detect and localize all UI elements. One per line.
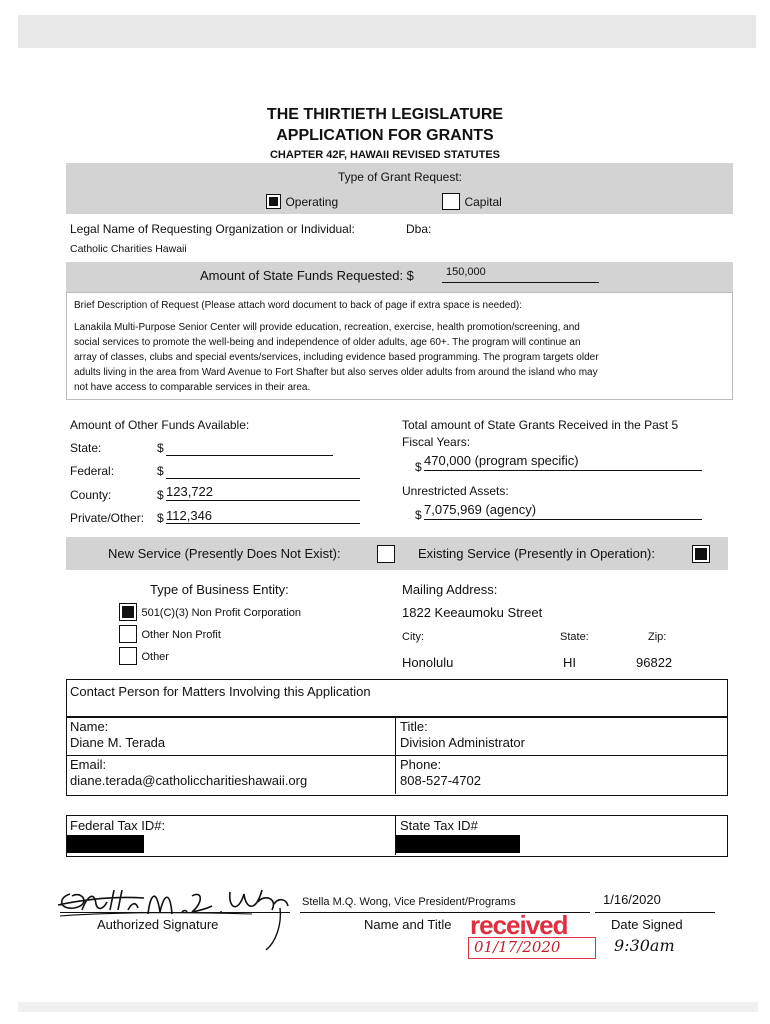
- description-line: social services to promote the well-being and independence of older adults, age 60+. The program will continue an: [74, 337, 581, 348]
- state-tax-id-redacted: [396, 835, 520, 853]
- date-line: [595, 912, 715, 913]
- description-line: adults living in the area from Ward Avenue to Fort Shafter but also serves older adults from around the island who may: [74, 367, 598, 378]
- contact-name: Diane M. Terada: [70, 735, 166, 750]
- amount-requested-label: Amount of State Funds Requested: $: [200, 268, 414, 283]
- city-label: City:: [402, 631, 424, 643]
- contact-phone: 808-527-4702: [400, 773, 481, 788]
- contact-title: Division Administrator: [400, 735, 525, 750]
- business-entity-label: Type of Business Entity:: [150, 582, 289, 597]
- zip-label: Zip:: [648, 631, 667, 643]
- state-label: State:: [560, 631, 589, 643]
- contact-email: diane.terada@catholiccharitieshawaii.org: [70, 773, 308, 788]
- federal-tax-id-label: Federal Tax ID#:: [70, 818, 166, 833]
- federal-tax-id-redacted: [67, 835, 144, 853]
- federal-dollar: $: [157, 464, 164, 478]
- entity-option-other-nonprofit[interactable]: [119, 625, 221, 643]
- description-line: Lanakila Multi-Purpose Senior Center will provide education, recreation, exercise, health promotion/screening, and: [74, 322, 580, 333]
- legal-name-value: Catholic Charities Hawaii: [70, 243, 187, 255]
- county-funds-field: [166, 483, 360, 501]
- entity-other-label: Other: [141, 651, 169, 664]
- authorized-signature-label: Authorized Signature: [97, 917, 219, 932]
- entity-option-501c3[interactable]: [119, 603, 301, 621]
- date-signed-value: 1/16/2020: [603, 892, 661, 907]
- new-service-checkbox[interactable]: [377, 545, 395, 563]
- description-label: Brief Description of Request (Please attach word document to back of page if extra space is needed):: [74, 300, 523, 311]
- received-time: 9:30am: [614, 936, 675, 955]
- contact-phone-label: Phone:: [400, 757, 442, 772]
- unrestricted-assets-field: [424, 501, 702, 520]
- private-funds-label: Private/Other:: [70, 511, 145, 525]
- document-subtitle: CHAPTER 42F, HAWAII REVISED STATUTES: [269, 149, 500, 161]
- mailing-address-label: Mailing Address:: [402, 582, 498, 597]
- document-title-line1: THE THIRTIETH LEGISLATURE: [266, 106, 504, 123]
- capital-checkbox[interactable]: [442, 193, 460, 210]
- received-date: 01/17/2020: [474, 938, 561, 956]
- federal-funds-field: [166, 464, 360, 479]
- other-funds-label: Amount of Other Funds Available:: [70, 418, 250, 432]
- operating-label: Operating: [285, 195, 339, 209]
- amount-requested-field: [442, 266, 599, 283]
- received-stamp: received: [470, 910, 568, 940]
- entity-501c3-checkbox[interactable]: [119, 603, 137, 621]
- signature-line: [60, 912, 290, 913]
- private-funds-field: [166, 507, 360, 524]
- scan-top-margin: [18, 15, 756, 48]
- county-funds-label: County:: [70, 488, 112, 502]
- signer-name-title: Stella M.Q. Wong, Vice President/Programs: [302, 896, 516, 908]
- mailing-street: 1822 Keeaumoku Street: [402, 605, 543, 620]
- unrestricted-dollar: $: [415, 508, 422, 522]
- dba-label: Dba:: [406, 222, 432, 236]
- city-value: Honolulu: [402, 655, 454, 670]
- legal-name-label: Legal Name of Requesting Organization or Individual:: [70, 222, 355, 236]
- contact-row-divider: [66, 755, 727, 756]
- entity-other-nonprofit-label: Other Non Profit: [141, 629, 221, 642]
- operating-option[interactable]: [266, 193, 338, 211]
- description-text: [74, 320, 734, 395]
- handwritten-signature: [52, 872, 292, 954]
- state-funds-label: State:: [70, 441, 102, 455]
- date-signed-label: Date Signed: [611, 917, 683, 932]
- description-line: not have access to comparable services in their area.: [74, 382, 311, 393]
- past-grants-label-line1: Total amount of State Grants Received in the Past 5: [402, 418, 679, 432]
- grant-type-label: Type of Grant Request:: [337, 170, 463, 184]
- contact-name-label: Name:: [70, 719, 109, 734]
- entity-other-checkbox[interactable]: [119, 647, 137, 665]
- state-tax-id-label: State Tax ID#: [400, 818, 478, 833]
- scan-bottom-margin: [18, 1002, 758, 1012]
- state-dollar: $: [157, 441, 164, 455]
- description-line: array of classes, clubs and special events/services, including evidence based programming. The program targets older: [74, 352, 599, 363]
- county-dollar: $: [157, 488, 164, 502]
- past-grants-value: 470,000 (program specific): [424, 453, 579, 468]
- existing-service-label: Existing Service (Presently in Operation):: [418, 546, 655, 561]
- private-dollar: $: [157, 511, 164, 525]
- past-grants-label-line2: Fiscal Years:: [402, 435, 471, 449]
- past-grants-field: [424, 452, 702, 471]
- existing-service-checkbox[interactable]: [692, 545, 710, 563]
- federal-funds-label: Federal:: [70, 464, 115, 478]
- new-service-label: New Service (Presently Does Not Exist):: [108, 546, 341, 561]
- entity-other-nonprofit-checkbox[interactable]: [119, 625, 137, 643]
- capital-label: Capital: [464, 195, 502, 209]
- unrestricted-assets-value: 7,075,969 (agency): [424, 502, 537, 517]
- contact-email-label: Email:: [70, 757, 107, 772]
- amount-requested-value: 150,000: [446, 266, 486, 278]
- operating-checkbox[interactable]: [266, 194, 281, 209]
- name-and-title-label: Name and Title: [364, 917, 452, 932]
- capital-option[interactable]: [442, 193, 502, 211]
- entity-option-other[interactable]: [119, 647, 169, 665]
- unrestricted-assets-label: Unrestricted Assets:: [402, 484, 509, 498]
- entity-501c3-label: 501(C)(3) Non Profit Corporation: [141, 607, 302, 620]
- county-funds-value: 123,722: [166, 484, 213, 499]
- past-grants-dollar: $: [415, 460, 422, 474]
- document-title-line2: APPLICATION FOR GRANTS: [276, 127, 494, 144]
- state-value: HI: [563, 655, 576, 670]
- private-funds-value: 112,346: [166, 508, 213, 523]
- contact-heading: Contact Person for Matters Involving this Application: [70, 684, 371, 699]
- contact-title-label: Title:: [400, 719, 428, 734]
- zip-value: 96822: [636, 655, 673, 670]
- state-funds-field: [166, 441, 333, 456]
